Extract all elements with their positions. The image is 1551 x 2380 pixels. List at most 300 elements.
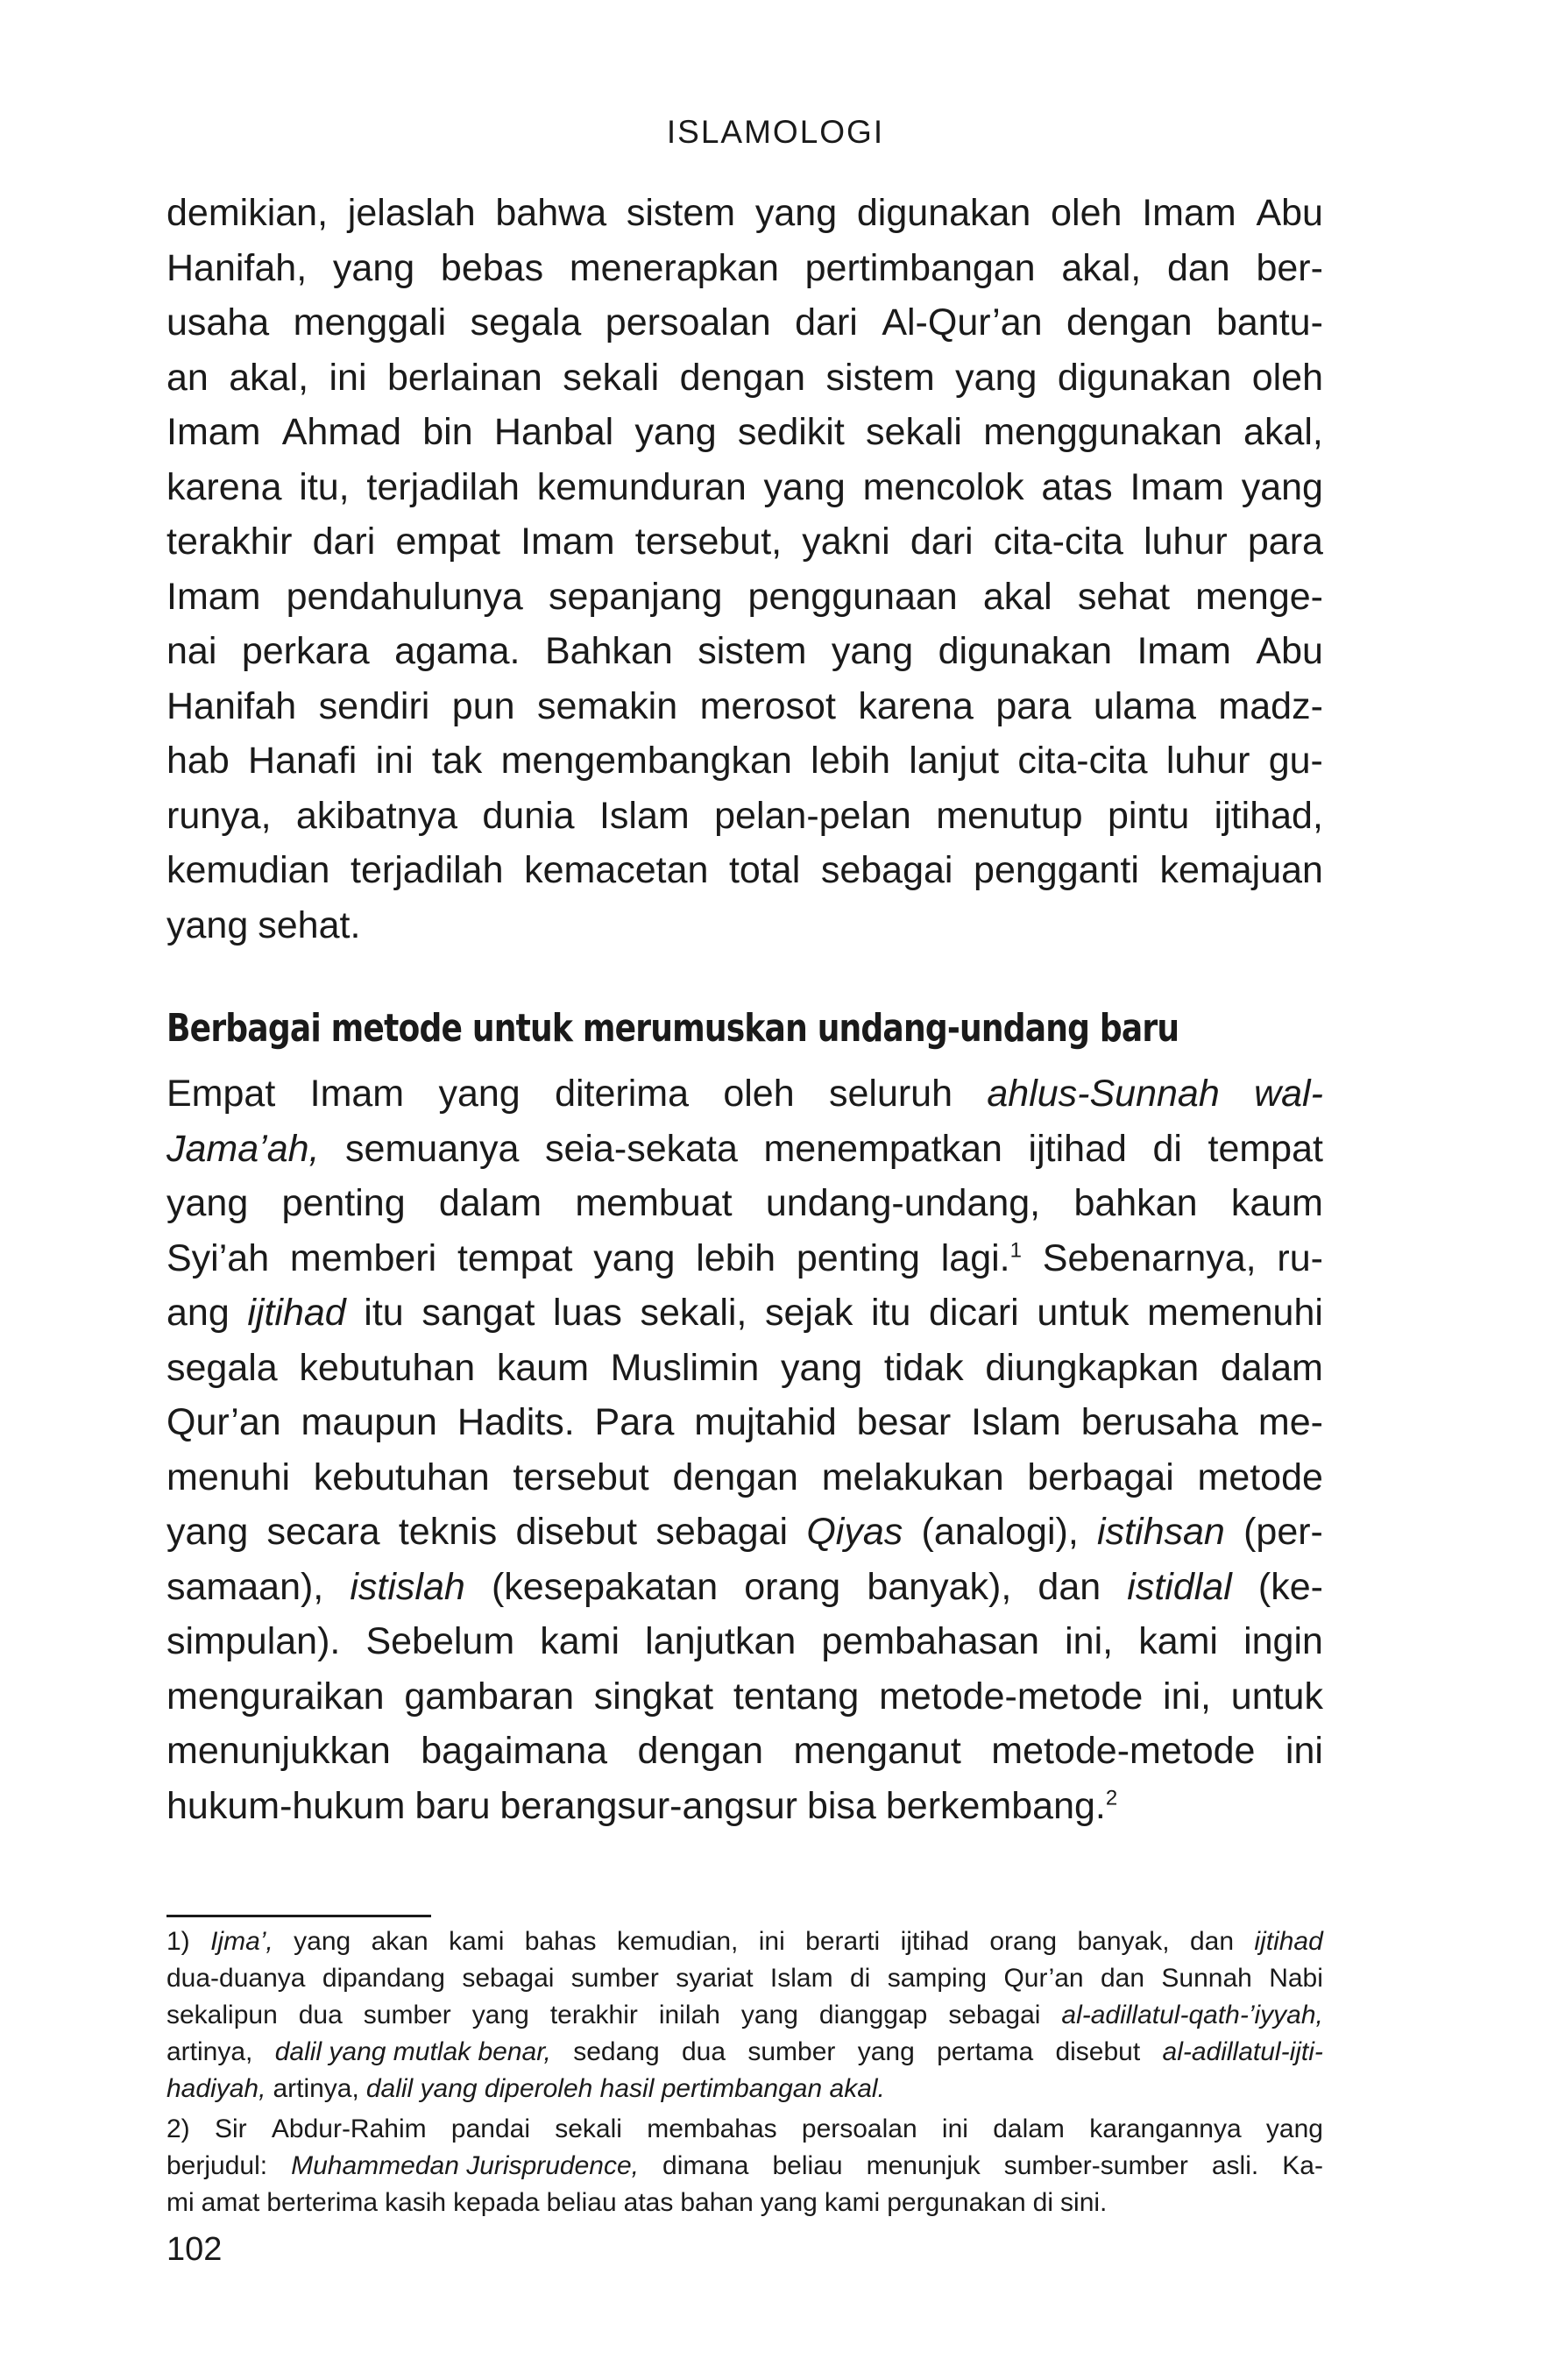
- word-text: sekalipun: [166, 2001, 278, 2029]
- word: [764, 460, 846, 515]
- word-text: dengan: [679, 356, 806, 399]
- word-text: sangat: [421, 1292, 535, 1334]
- word-text: nai: [166, 630, 217, 672]
- word: [1215, 789, 1323, 844]
- word-text: bahwa: [495, 192, 607, 234]
- footnote-word: [887, 2185, 1025, 2221]
- word-text: diungkapkan: [985, 1346, 1200, 1389]
- footnote-word: [294, 1923, 351, 1960]
- word-text: asli.: [1211, 2151, 1259, 2180]
- word-text: tersebut: [513, 1456, 649, 1498]
- footnote-word: [364, 1997, 451, 2034]
- word: [553, 1286, 622, 1341]
- word-text: akal,: [229, 356, 309, 399]
- word-text: bin: [422, 411, 473, 453]
- text-line: [166, 2185, 1323, 2221]
- word-text: Hanafi: [248, 740, 358, 782]
- word-text: banyak,: [1077, 1927, 1170, 1956]
- word-text: sedikit: [737, 411, 845, 453]
- word-text: lagi.: [940, 1236, 1010, 1279]
- word-text: Hanbal: [493, 411, 614, 453]
- word-text: yakni: [802, 521, 890, 563]
- text-line: [166, 1176, 1323, 1231]
- word-text: terakhir: [549, 2001, 638, 2029]
- word-text: dan: [1166, 246, 1230, 289]
- text-line: [166, 1669, 1323, 1725]
- word: [1094, 679, 1196, 734]
- word: [421, 1286, 535, 1341]
- word-text: metode-metode: [991, 1730, 1256, 1772]
- word: [555, 1066, 689, 1122]
- word: [766, 1176, 1040, 1231]
- word-text: mencolok: [862, 465, 1024, 508]
- word-text: Qiyas: [806, 1511, 903, 1553]
- word-text: tak: [431, 740, 483, 782]
- word-text: singkat: [593, 1675, 714, 1718]
- word-text: amat: [201, 2188, 260, 2217]
- word: [1144, 514, 1228, 570]
- footnote-word: [1269, 1960, 1323, 1997]
- word-text: akan: [371, 1927, 428, 1956]
- word-text: (analogi),: [921, 1511, 1079, 1553]
- word-text: luhur: [1165, 740, 1250, 782]
- word-text: semuanya: [345, 1127, 520, 1170]
- word-text: menguraikan: [166, 1675, 385, 1718]
- word-text: yang: [634, 411, 717, 453]
- word-text: Nabi: [1269, 1964, 1323, 1993]
- word: [166, 1560, 323, 1615]
- word: [794, 1724, 961, 1779]
- word-text: dunia: [482, 794, 575, 837]
- word: [955, 351, 1037, 406]
- footnote-word: [993, 2111, 1065, 2148]
- word-text: sebagai: [948, 2001, 1041, 2029]
- text-line: [166, 1614, 1323, 1669]
- word: [290, 1231, 436, 1286]
- word: [229, 351, 308, 406]
- word-text: besar: [856, 1401, 952, 1443]
- word: [680, 351, 806, 406]
- word-text: akibatnya: [295, 794, 457, 837]
- word-text: Sir: [214, 2114, 247, 2143]
- word: [294, 295, 447, 351]
- word: [563, 351, 659, 406]
- footnote-word: [1055, 2034, 1140, 2071]
- word: [537, 679, 677, 734]
- footnote-word: [1254, 1923, 1322, 1960]
- word: [1258, 1395, 1323, 1450]
- word: [166, 1176, 248, 1231]
- word-text: dan: [1038, 1565, 1101, 1608]
- word: [570, 241, 779, 296]
- word-text: segala: [166, 1346, 278, 1389]
- word-text: luhur: [1144, 521, 1228, 563]
- word-text: me-: [1257, 1401, 1323, 1443]
- word: [1061, 241, 1141, 296]
- word-text: ini,: [1163, 1675, 1211, 1718]
- word: [1243, 1614, 1323, 1669]
- word-text: hab: [166, 740, 230, 782]
- word: [287, 570, 523, 625]
- footnote-word: [773, 2148, 843, 2185]
- text-line: [166, 1560, 1323, 1615]
- word-text: beliau: [772, 2151, 843, 2180]
- word: [627, 186, 735, 241]
- word-text: itu: [870, 1292, 911, 1334]
- word: [763, 1122, 1002, 1177]
- word-text: Muslimin: [610, 1346, 760, 1389]
- word-text: pun: [451, 684, 515, 727]
- word: [166, 1724, 391, 1779]
- word-text: berjudul:: [166, 2151, 268, 2180]
- word-text: dalam: [438, 1182, 542, 1224]
- word: [575, 1176, 732, 1231]
- word-text: Ka-: [1282, 2151, 1323, 2180]
- word-text: tersebut,: [634, 521, 783, 563]
- word: [672, 1450, 798, 1505]
- word: [364, 1286, 403, 1341]
- footnote-word: [805, 1923, 880, 1960]
- word-text: sumber-sumber: [1003, 2151, 1188, 2180]
- word-text: itu: [364, 1292, 404, 1334]
- footnote-marker: 1: [1009, 1238, 1022, 1263]
- word-text: simpulan).: [166, 1620, 341, 1662]
- word: [366, 460, 520, 515]
- word: [166, 1614, 340, 1669]
- word-text: kepada: [453, 2188, 540, 2217]
- word: [452, 679, 515, 734]
- word-text: penting: [796, 1236, 920, 1279]
- footnote-word: [937, 2034, 1033, 2071]
- word: [457, 1395, 575, 1450]
- word-text: memberi: [289, 1236, 437, 1279]
- word-text: Qur’an: [166, 1401, 281, 1443]
- word: [866, 405, 962, 460]
- word-text: untuk: [1037, 1292, 1130, 1334]
- word-text: yang: [593, 1236, 676, 1279]
- word: [501, 733, 792, 789]
- word: [166, 733, 230, 789]
- text-line: [166, 295, 1323, 351]
- word: [441, 241, 543, 296]
- footnote-marker: 2: [1105, 1786, 1118, 1810]
- footnote-word: [989, 1923, 1057, 1960]
- word: [248, 733, 357, 789]
- word: [1041, 460, 1112, 515]
- word-text: kemajuan: [1159, 849, 1323, 891]
- word-text: seluruh: [828, 1073, 953, 1115]
- word-text: dengan: [637, 1730, 764, 1772]
- word-text: Islam: [598, 794, 690, 837]
- footnote-word: [802, 2111, 917, 2148]
- word-text: mujtahid: [694, 1401, 837, 1443]
- footnote-word: [299, 1997, 343, 2034]
- word: [540, 1614, 620, 1669]
- word-text: menutup: [936, 794, 1083, 837]
- word: [166, 1450, 290, 1505]
- word-text: pelan-pelan: [714, 794, 911, 837]
- word: [166, 679, 296, 734]
- word: [166, 1779, 405, 1834]
- footnote-word: [449, 1923, 504, 1960]
- word-text: empat: [395, 521, 500, 563]
- word-text: Imam: [166, 411, 261, 453]
- footnote-word: [1266, 2111, 1323, 2148]
- word: [1108, 789, 1189, 844]
- word: [394, 624, 520, 679]
- word-text: kaum: [496, 1346, 590, 1389]
- word-text: bahan: [680, 2188, 754, 2217]
- word-text: sebagai: [655, 1511, 789, 1553]
- word-text: dengan: [1066, 301, 1193, 344]
- word: [822, 1450, 1004, 1505]
- footnote-word: [680, 2185, 753, 2221]
- word-text: berusaha: [1080, 1401, 1239, 1443]
- word: [1252, 351, 1323, 406]
- text-line: [166, 624, 1323, 679]
- word: [1221, 1341, 1323, 1396]
- word: [166, 789, 272, 844]
- word: [1248, 514, 1323, 570]
- footnote-word: [761, 2185, 818, 2221]
- text-line: [166, 1286, 1323, 1341]
- footnote-word: [850, 1960, 870, 1997]
- text-line: [166, 460, 1323, 515]
- word: [863, 460, 1024, 515]
- word-text: al-adillatul-ijti-: [1162, 2037, 1323, 2066]
- word-text: ini: [941, 2114, 968, 2143]
- text-line: [166, 351, 1323, 406]
- word-text: persoalan: [605, 301, 771, 344]
- word-text: cita-cita: [1017, 740, 1148, 782]
- word: [166, 898, 248, 953]
- word-text: membahas: [647, 2114, 777, 2143]
- word: [166, 241, 307, 296]
- word-text: dalam: [993, 2114, 1065, 2143]
- word-text: ijtihad: [900, 1927, 969, 1956]
- text-line: [166, 186, 1323, 241]
- word-text: Qur’an: [1003, 1964, 1084, 1993]
- word-text: lanjutkan: [645, 1620, 797, 1662]
- word-text: ulama: [1093, 684, 1196, 727]
- footnote-word: [166, 1923, 190, 1960]
- word: [821, 1614, 1039, 1669]
- word-text: dua-duanya: [166, 1964, 306, 1993]
- footnote-word: [273, 2071, 358, 2107]
- word: [438, 1066, 520, 1122]
- word: [1038, 1560, 1101, 1615]
- word-text: sini.: [1060, 2188, 1108, 2217]
- word: [795, 295, 858, 351]
- word-text: terakhir: [166, 521, 293, 563]
- word-text: oleh: [1251, 356, 1323, 399]
- footnote-2: [166, 2111, 1323, 2221]
- word-text: baru: [414, 1784, 491, 1827]
- word-text: menerapkan: [569, 246, 779, 289]
- footnote-word: [948, 1997, 1040, 2034]
- word-text: tempat: [1208, 1127, 1323, 1170]
- word: [1216, 295, 1323, 351]
- word-text: dari: [910, 521, 974, 563]
- word-text: runya,: [166, 794, 272, 837]
- word: [641, 1286, 747, 1341]
- footnote-word: [1033, 2185, 1053, 2221]
- word-text: sejak: [764, 1292, 853, 1334]
- footnote-word: [1061, 1997, 1322, 2034]
- word: [515, 1505, 637, 1560]
- text-line: [166, 1231, 1323, 1286]
- word-text: semakin: [537, 684, 678, 727]
- word-text: maupun: [301, 1401, 437, 1443]
- word-text: yang: [831, 630, 914, 672]
- word: [242, 624, 370, 679]
- word-text: segala: [470, 301, 582, 344]
- word: [422, 405, 472, 460]
- word-text: (per-: [1243, 1511, 1323, 1553]
- word: [797, 1231, 920, 1286]
- word: [537, 460, 747, 515]
- footnote-word: [547, 2185, 617, 2221]
- word-text: berkembang.: [885, 1784, 1106, 1827]
- footnote-word: [573, 2034, 659, 2071]
- word-text: Hadits.: [457, 1401, 575, 1443]
- word-text: sumber: [570, 1964, 659, 1993]
- word: [634, 405, 716, 460]
- footnote-1: [166, 1923, 1323, 2107]
- footnote-word: [942, 2111, 968, 2148]
- word: [495, 186, 606, 241]
- word: [723, 1066, 794, 1122]
- word-text: di: [849, 1964, 871, 1993]
- word-text: Imam: [1130, 465, 1224, 508]
- word-text: berterima: [266, 2188, 379, 2217]
- word: [350, 1560, 464, 1615]
- word-text: istidlal: [1127, 1565, 1232, 1608]
- word: [593, 1231, 675, 1286]
- word-text: para: [1247, 521, 1323, 563]
- word: [1167, 241, 1230, 296]
- word: [457, 1231, 572, 1286]
- footnote-word: [291, 2148, 639, 2185]
- footnote-word: [366, 2071, 885, 2107]
- section-heading: Berbagai metode untuk merumuskan undang-undang baru: [166, 1006, 1179, 1051]
- word-text: sekali,: [640, 1292, 747, 1334]
- word-text: kami: [1138, 1620, 1218, 1662]
- word: [994, 514, 1123, 570]
- word-text: Sebenarnya,: [1042, 1236, 1257, 1279]
- footnote-word: [451, 2111, 530, 2148]
- word-text: yang: [1265, 2114, 1323, 2143]
- footnote-word: [1190, 1923, 1234, 1960]
- word-text: bisa: [806, 1784, 876, 1827]
- word: [166, 843, 329, 898]
- footnote-word: [659, 1997, 720, 2034]
- word-text: pertimbangan: [804, 246, 1036, 289]
- word-text: penggunaan: [747, 575, 958, 618]
- word-text: Abu: [1256, 192, 1323, 234]
- word: [1127, 1560, 1232, 1615]
- word-text: banyak),: [867, 1565, 1012, 1608]
- word-text: Empat: [166, 1073, 276, 1115]
- word: [985, 1341, 1199, 1396]
- word-text: Ahmad: [281, 411, 401, 453]
- footnote-word: [901, 1923, 969, 1960]
- word-text: sistem: [698, 630, 807, 672]
- word: [1285, 1724, 1323, 1779]
- word: [351, 843, 504, 898]
- word-text: artinya,: [166, 2037, 253, 2066]
- word-text: lanjut: [909, 740, 1000, 782]
- word-text: ang: [166, 1292, 230, 1334]
- word-text: dicari: [928, 1292, 1019, 1334]
- word-text: teknis: [398, 1511, 498, 1553]
- word: [1277, 1231, 1323, 1286]
- word-text: ini: [758, 1927, 785, 1956]
- word: [829, 1066, 953, 1122]
- footnote-word: [1003, 1960, 1083, 1997]
- word: [1242, 460, 1323, 515]
- word: [258, 898, 360, 953]
- word-text: berarti: [805, 1927, 881, 1956]
- word-text: akal: [982, 575, 1052, 618]
- word-text: yang: [1241, 465, 1323, 508]
- word-text: bahkan: [1073, 1182, 1198, 1224]
- word-text: yang: [471, 2001, 529, 2029]
- word: [166, 1122, 319, 1177]
- word-text: Imam: [1142, 192, 1236, 234]
- word-text: dan: [1100, 1964, 1145, 1993]
- word: [807, 1779, 876, 1834]
- word: [826, 351, 935, 406]
- word-text: dengan: [672, 1456, 798, 1498]
- word-text: dalil yang diperoleh hasil pertimbangan akal.: [365, 2074, 885, 2103]
- text-line: [166, 843, 1323, 898]
- word: [909, 733, 999, 789]
- word: [765, 1286, 853, 1341]
- word: [348, 186, 476, 241]
- word-text: menggali: [293, 301, 447, 344]
- word-text: kasih: [385, 2188, 447, 2217]
- footnote-word: [819, 1997, 927, 2034]
- word: [1138, 1614, 1218, 1669]
- word-text: digunakan: [938, 630, 1113, 672]
- word: [755, 186, 837, 241]
- word-text: (kesepakatan: [491, 1565, 719, 1608]
- word-text: yang: [763, 465, 846, 508]
- word: [296, 789, 457, 844]
- text-line: [166, 2034, 1323, 2071]
- word-text: berbagai: [1027, 1456, 1174, 1498]
- word: [299, 1341, 475, 1396]
- text-line: [166, 570, 1323, 625]
- footnote-word: [202, 2185, 260, 2221]
- word-text: diterima: [555, 1073, 689, 1115]
- word: [513, 1450, 648, 1505]
- footnote-word: [624, 2185, 674, 2221]
- word: [1166, 733, 1250, 789]
- word-text: secara: [266, 1511, 380, 1553]
- word: [1258, 1560, 1323, 1615]
- word: [166, 1341, 278, 1396]
- footnote-word: [472, 1997, 529, 2034]
- word: [1097, 1505, 1225, 1560]
- word-text: kami: [824, 2188, 881, 2217]
- text-line: [166, 1450, 1323, 1505]
- footnote-word: [682, 2034, 726, 2071]
- footnote-word: [571, 1960, 659, 1997]
- word: [858, 679, 973, 734]
- word: [1027, 1450, 1173, 1505]
